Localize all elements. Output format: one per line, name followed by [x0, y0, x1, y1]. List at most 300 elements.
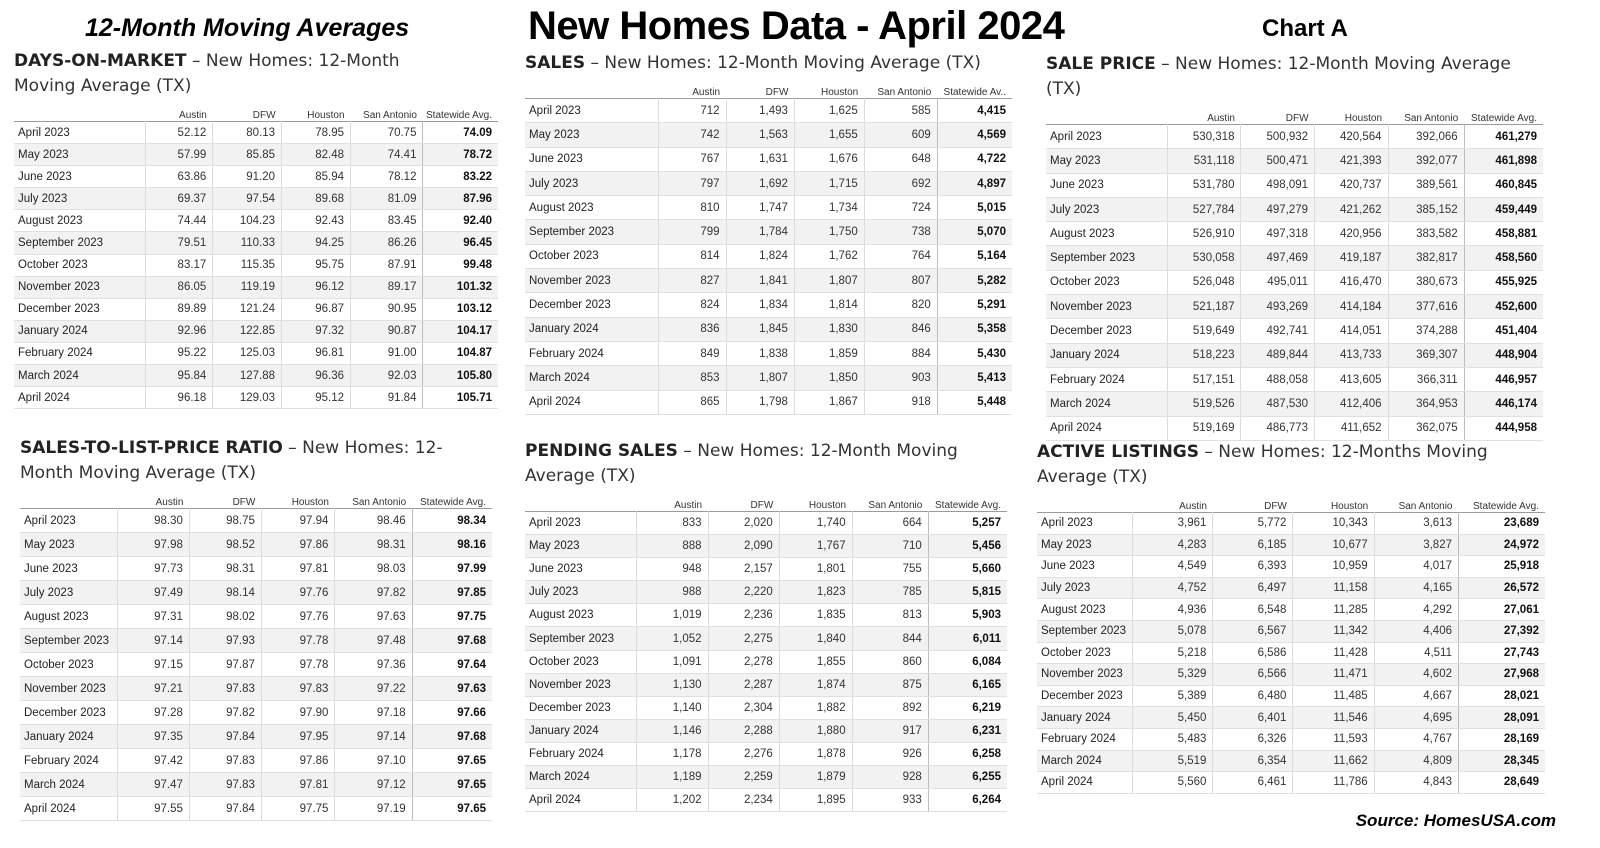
value-cell: 1,734	[794, 196, 864, 220]
month-label: November 2023	[1037, 664, 1133, 686]
month-label: January 2024	[1046, 343, 1167, 367]
value-cell: 692	[864, 171, 937, 195]
value-cell: 97.49	[117, 581, 189, 605]
month-label: September 2023	[525, 220, 658, 244]
value-cell: 2,236	[708, 604, 779, 627]
value-cell: 125.03	[213, 342, 282, 364]
statewide-avg-cell: 27,061	[1459, 599, 1546, 621]
table-row	[1046, 197, 1543, 221]
value-cell: 98.75	[189, 509, 261, 533]
value-cell: 97.63	[335, 605, 412, 629]
statewide-avg-cell: 97.68	[412, 629, 492, 653]
value-cell: 97.10	[335, 749, 412, 773]
value-cell: 531,780	[1167, 173, 1241, 197]
table-row	[525, 147, 1012, 171]
value-cell: 97.93	[189, 629, 261, 653]
statewide-avg-cell: 451,404	[1464, 319, 1543, 343]
table-row	[525, 390, 1012, 414]
value-cell: 518,223	[1167, 343, 1241, 367]
value-cell: 530,058	[1167, 246, 1241, 270]
value-cell: 742	[658, 123, 726, 147]
value-cell: 97.83	[189, 677, 261, 701]
value-cell: 97.73	[117, 557, 189, 581]
value-cell: 2,288	[708, 719, 779, 742]
value-cell: 527,784	[1167, 197, 1241, 221]
value-cell: 1,874	[779, 673, 852, 696]
value-cell: 492,741	[1241, 319, 1315, 343]
value-cell: 69.37	[145, 188, 212, 210]
value-cell: 860	[852, 650, 928, 673]
month-label: February 2024	[525, 341, 658, 365]
value-cell: 11,786	[1293, 772, 1374, 794]
value-cell: 4,936	[1133, 599, 1213, 621]
table-row	[20, 533, 492, 557]
value-cell: 664	[852, 512, 928, 535]
value-cell: 4,511	[1374, 642, 1458, 664]
value-cell: 4,695	[1374, 707, 1458, 729]
value-cell: 865	[658, 390, 726, 414]
table-row	[525, 650, 1007, 673]
statewide-avg-cell: 97.65	[412, 773, 492, 797]
table-row	[20, 605, 492, 629]
value-cell: 5,389	[1133, 685, 1213, 707]
month-label: August 2023	[525, 196, 658, 220]
value-cell: 1,830	[794, 317, 864, 341]
statewide-avg-cell: 5,430	[937, 341, 1012, 365]
column-header: San Antonio	[363, 110, 417, 121]
month-label: April 2024	[1037, 772, 1133, 794]
value-cell: 1,859	[794, 341, 864, 365]
row-label-header	[1046, 106, 1167, 125]
statewide-avg-cell: 6,165	[928, 673, 1007, 696]
panel-title: SALES-TO-LIST-PRICE RATIO – New Homes: 12-Month Moving Average (TX)	[20, 438, 443, 483]
value-cell: 1,798	[726, 390, 794, 414]
column-header: Houston	[1330, 501, 1369, 512]
table-row	[525, 535, 1007, 558]
table-row	[20, 509, 492, 533]
value-cell: 1,855	[779, 650, 852, 673]
month-label: March 2024	[525, 766, 637, 789]
value-cell: 95.22	[145, 342, 212, 364]
value-cell: 6,548	[1213, 599, 1293, 621]
column-header: San Antonio	[868, 500, 923, 511]
table-row	[525, 696, 1007, 719]
statewide-avg-cell: 99.48	[423, 254, 498, 276]
value-cell: 413,605	[1315, 367, 1389, 391]
value-cell: 1,140	[637, 696, 708, 719]
month-label: March 2024	[1046, 392, 1167, 416]
column-header: Austin	[1207, 113, 1235, 124]
value-cell: 97.18	[335, 701, 412, 725]
value-cell: 92.96	[145, 320, 212, 342]
month-label: November 2023	[1046, 295, 1167, 319]
value-cell: 5,483	[1133, 728, 1213, 750]
month-label: February 2024	[1046, 367, 1167, 391]
statewide-avg-cell: 4,897	[937, 171, 1012, 195]
value-cell: 531,118	[1167, 149, 1241, 173]
value-cell: 52.12	[145, 122, 212, 144]
value-cell: 1,834	[726, 293, 794, 317]
value-cell: 724	[864, 196, 937, 220]
value-cell: 385,152	[1388, 197, 1464, 221]
value-cell: 98.30	[117, 509, 189, 533]
statewide-avg-cell: 25,918	[1459, 556, 1546, 578]
value-cell: 2,220	[708, 581, 779, 604]
value-cell: 493,269	[1241, 295, 1315, 319]
value-cell: 1,878	[779, 742, 852, 765]
value-cell: 91.84	[351, 387, 423, 409]
value-cell: 83.45	[351, 210, 423, 232]
value-cell: 1,747	[726, 196, 794, 220]
value-cell: 414,051	[1315, 319, 1389, 343]
statewide-avg-cell: 458,881	[1464, 222, 1543, 246]
table-row	[525, 244, 1012, 268]
value-cell: 498,091	[1241, 173, 1315, 197]
row-label-header	[525, 80, 658, 99]
value-cell: 846	[864, 317, 937, 341]
value-cell: 97.83	[261, 677, 335, 701]
active-listings-panel	[1037, 440, 1545, 794]
month-label: July 2023	[14, 188, 145, 210]
column-header: Houston	[1344, 113, 1383, 124]
statewide-avg-cell: 459,449	[1464, 197, 1543, 221]
value-cell: 10,343	[1293, 513, 1374, 535]
value-cell: 2,259	[708, 766, 779, 789]
value-cell: 1,676	[794, 147, 864, 171]
value-cell: 1,178	[637, 742, 708, 765]
value-cell: 1,715	[794, 171, 864, 195]
value-cell: 97.81	[261, 557, 335, 581]
month-label: February 2024	[14, 342, 145, 364]
value-cell: 5,450	[1133, 707, 1213, 729]
value-cell: 97.82	[189, 701, 261, 725]
table-row	[1046, 222, 1543, 246]
row-label-header	[14, 103, 145, 122]
value-cell: 362,075	[1388, 416, 1464, 440]
statewide-avg-cell: 5,282	[937, 269, 1012, 293]
value-cell: 738	[864, 220, 937, 244]
value-cell: 585	[864, 99, 937, 123]
value-cell: 4,667	[1374, 685, 1458, 707]
month-label: April 2024	[525, 390, 658, 414]
value-cell: 95.12	[282, 387, 351, 409]
value-cell: 97.78	[261, 629, 335, 653]
value-cell: 1,814	[794, 293, 864, 317]
value-cell: 97.90	[261, 701, 335, 725]
value-cell: 5,772	[1213, 513, 1293, 535]
month-label: December 2023	[14, 298, 145, 320]
statewide-avg-cell: 105.80	[423, 365, 498, 387]
column-header: Statewide Av..	[943, 87, 1006, 98]
value-cell: 95.84	[145, 365, 212, 387]
month-label: October 2023	[1037, 642, 1133, 664]
value-cell: 5,329	[1133, 664, 1213, 686]
month-label: April 2023	[14, 122, 145, 144]
table-row	[1037, 685, 1545, 707]
panel-title: SALE PRICE – New Homes: 12-Month Moving Average (TX)	[1046, 54, 1511, 99]
statewide-avg-cell: 28,345	[1459, 750, 1546, 772]
value-cell: 4,283	[1133, 534, 1213, 556]
value-cell: 383,582	[1388, 222, 1464, 246]
value-cell: 948	[637, 558, 708, 581]
value-cell: 97.19	[335, 797, 412, 821]
value-cell: 5,519	[1133, 750, 1213, 772]
value-cell: 97.54	[213, 188, 282, 210]
value-cell: 92.43	[282, 210, 351, 232]
month-label: August 2023	[14, 210, 145, 232]
value-cell: 1,840	[779, 627, 852, 650]
statewide-avg-cell: 5,358	[937, 317, 1012, 341]
value-cell: 6,586	[1213, 642, 1293, 664]
statewide-avg-cell: 98.34	[412, 509, 492, 533]
month-label: November 2023	[14, 276, 145, 298]
row-label-header	[1037, 494, 1133, 513]
table-row	[1037, 599, 1545, 621]
value-cell: 97.15	[117, 653, 189, 677]
month-label: September 2023	[1046, 246, 1167, 270]
table-row	[14, 387, 498, 409]
month-label: June 2023	[525, 558, 637, 581]
value-cell: 1,845	[726, 317, 794, 341]
month-label: October 2023	[525, 650, 637, 673]
table-row	[525, 512, 1007, 535]
table-row	[525, 196, 1012, 220]
month-label: April 2023	[525, 99, 658, 123]
value-cell: 121.24	[213, 298, 282, 320]
value-cell: 11,342	[1293, 620, 1374, 642]
table-row	[525, 366, 1012, 390]
value-cell: 91.20	[213, 166, 282, 188]
source-note: Source: HomesUSA.com	[1355, 811, 1556, 830]
value-cell: 799	[658, 220, 726, 244]
value-cell: 807	[864, 269, 937, 293]
value-cell: 1,807	[726, 366, 794, 390]
active-listings-table	[1037, 494, 1545, 794]
value-cell: 115.35	[213, 254, 282, 276]
value-cell: 609	[864, 123, 937, 147]
month-label: December 2023	[1046, 319, 1167, 343]
table-row	[14, 276, 498, 298]
value-cell: 86.05	[145, 276, 212, 298]
month-label: February 2024	[525, 742, 637, 765]
statewide-avg-cell: 6,084	[928, 650, 1007, 673]
table-row	[20, 653, 492, 677]
statewide-avg-cell: 23,689	[1459, 513, 1546, 535]
value-cell: 6,393	[1213, 556, 1293, 578]
month-label: April 2023	[525, 512, 637, 535]
value-cell: 10,959	[1293, 556, 1374, 578]
value-cell: 1,655	[794, 123, 864, 147]
month-label: July 2023	[525, 171, 658, 195]
value-cell: 129.03	[213, 387, 282, 409]
table-row	[20, 581, 492, 605]
table-row	[525, 269, 1012, 293]
month-label: November 2023	[525, 269, 658, 293]
month-label: January 2024	[20, 725, 117, 749]
value-cell: 104.23	[213, 210, 282, 232]
table-row	[1037, 664, 1545, 686]
value-cell: 119.19	[213, 276, 282, 298]
value-cell: 374,288	[1388, 319, 1464, 343]
value-cell: 6,497	[1213, 577, 1293, 599]
value-cell: 526,910	[1167, 222, 1241, 246]
statewide-avg-cell: 78.72	[423, 144, 498, 166]
column-header: Austin	[692, 87, 721, 98]
column-header: DFW	[750, 500, 774, 511]
value-cell: 500,471	[1241, 149, 1315, 173]
value-cell: 497,318	[1241, 222, 1315, 246]
statewide-avg-cell: 461,898	[1464, 149, 1543, 173]
month-label: August 2023	[20, 605, 117, 629]
statewide-avg-cell: 28,021	[1459, 685, 1546, 707]
table-row	[525, 604, 1007, 627]
value-cell: 884	[864, 341, 937, 365]
statewide-avg-cell: 5,413	[937, 366, 1012, 390]
month-label: June 2023	[1037, 556, 1133, 578]
value-cell: 712	[658, 99, 726, 123]
value-cell: 83.17	[145, 254, 212, 276]
statewide-avg-cell: 104.17	[423, 320, 498, 342]
panel-title: SALES – New Homes: 12-Month Moving Average (TX)	[525, 53, 981, 73]
month-label: September 2023	[525, 627, 637, 650]
table-row	[525, 220, 1012, 244]
statewide-avg-cell: 103.12	[423, 298, 498, 320]
table-row	[525, 581, 1007, 604]
statewide-avg-cell: 97.63	[412, 677, 492, 701]
value-cell: 97.87	[189, 653, 261, 677]
table-row	[1046, 270, 1543, 294]
statewide-avg-cell: 26,572	[1459, 577, 1546, 599]
statewide-avg-cell: 5,257	[928, 512, 1007, 535]
table-row	[525, 558, 1007, 581]
value-cell: 96.36	[282, 365, 351, 387]
statewide-avg-cell: 6,264	[928, 789, 1007, 812]
column-header: Statewide Avg.	[935, 500, 1001, 511]
value-cell: 420,737	[1315, 173, 1389, 197]
value-cell: 389,561	[1388, 173, 1464, 197]
month-label: January 2024	[1037, 707, 1133, 729]
statewide-avg-cell: 6,011	[928, 627, 1007, 650]
value-cell: 420,956	[1315, 222, 1389, 246]
statewide-avg-cell: 446,957	[1464, 367, 1543, 391]
column-header: DFW	[1264, 501, 1287, 512]
table-row	[14, 232, 498, 254]
month-label: March 2024	[525, 366, 658, 390]
sales-panel	[525, 51, 1012, 415]
value-cell: 98.14	[189, 581, 261, 605]
statewide-avg-cell: 87.96	[423, 188, 498, 210]
month-label: April 2023	[1046, 125, 1167, 149]
statewide-avg-cell: 5,015	[937, 196, 1012, 220]
column-header: San Antonio	[1398, 501, 1453, 512]
value-cell: 127.88	[213, 365, 282, 387]
value-cell: 853	[658, 366, 726, 390]
month-label: June 2023	[1046, 173, 1167, 197]
table-row	[1046, 246, 1543, 270]
value-cell: 97.82	[335, 581, 412, 605]
value-cell: 1,807	[794, 269, 864, 293]
value-cell: 1,850	[794, 366, 864, 390]
statewide-avg-cell: 97.65	[412, 749, 492, 773]
statewide-avg-cell: 97.75	[412, 605, 492, 629]
value-cell: 97.14	[335, 725, 412, 749]
pending-sales-panel	[525, 439, 1007, 812]
value-cell: 74.44	[145, 210, 212, 232]
column-header: Statewide Avg.	[426, 110, 492, 121]
value-cell: 98.31	[335, 533, 412, 557]
value-cell: 82.48	[282, 144, 351, 166]
value-cell: 928	[852, 766, 928, 789]
value-cell: 97.76	[261, 581, 335, 605]
value-cell: 97.35	[117, 725, 189, 749]
value-cell: 90.95	[351, 298, 423, 320]
value-cell: 764	[864, 244, 937, 268]
row-label-header	[525, 493, 637, 512]
table-row	[525, 719, 1007, 742]
value-cell: 519,526	[1167, 392, 1241, 416]
value-cell: 2,278	[708, 650, 779, 673]
month-label: January 2024	[525, 317, 658, 341]
month-label: August 2023	[1037, 599, 1133, 621]
value-cell: 1,824	[726, 244, 794, 268]
value-cell: 92.03	[351, 365, 423, 387]
month-label: August 2023	[525, 604, 637, 627]
value-cell: 1,841	[726, 269, 794, 293]
statewide-avg-cell: 4,415	[937, 99, 1012, 123]
value-cell: 366,311	[1388, 367, 1464, 391]
value-cell: 1,879	[779, 766, 852, 789]
value-cell: 94.25	[282, 232, 351, 254]
value-cell: 1,189	[637, 766, 708, 789]
value-cell: 97.36	[335, 653, 412, 677]
month-label: November 2023	[20, 677, 117, 701]
month-label: December 2023	[1037, 685, 1133, 707]
table-row	[14, 188, 498, 210]
table-row	[525, 123, 1012, 147]
value-cell: 6,566	[1213, 664, 1293, 686]
value-cell: 1,767	[779, 535, 852, 558]
statewide-avg-cell: 27,743	[1459, 642, 1546, 664]
value-cell: 4,292	[1374, 599, 1458, 621]
value-cell: 392,077	[1388, 149, 1464, 173]
value-cell: 1,146	[637, 719, 708, 742]
table-row	[20, 677, 492, 701]
value-cell: 875	[852, 673, 928, 696]
table-row	[14, 365, 498, 387]
column-header: Austin	[155, 497, 184, 508]
month-label: February 2024	[20, 749, 117, 773]
column-header: Statewide Avg.	[420, 497, 486, 508]
table-row	[525, 317, 1012, 341]
value-cell: 98.31	[189, 557, 261, 581]
value-cell: 95.75	[282, 254, 351, 276]
value-cell: 1,202	[637, 789, 708, 812]
statewide-avg-cell: 101.32	[423, 276, 498, 298]
table-row	[14, 298, 498, 320]
column-header: Statewide Avg.	[1473, 501, 1539, 512]
table-row	[20, 557, 492, 581]
month-label: March 2024	[1037, 750, 1133, 772]
value-cell: 63.86	[145, 166, 212, 188]
value-cell: 500,932	[1241, 125, 1315, 149]
value-cell: 903	[864, 366, 937, 390]
month-label: April 2023	[1037, 513, 1133, 535]
statewide-avg-cell: 6,258	[928, 742, 1007, 765]
value-cell: 2,287	[708, 673, 779, 696]
month-label: February 2024	[1037, 728, 1133, 750]
value-cell: 97.94	[261, 509, 335, 533]
statewide-avg-cell: 6,231	[928, 719, 1007, 742]
